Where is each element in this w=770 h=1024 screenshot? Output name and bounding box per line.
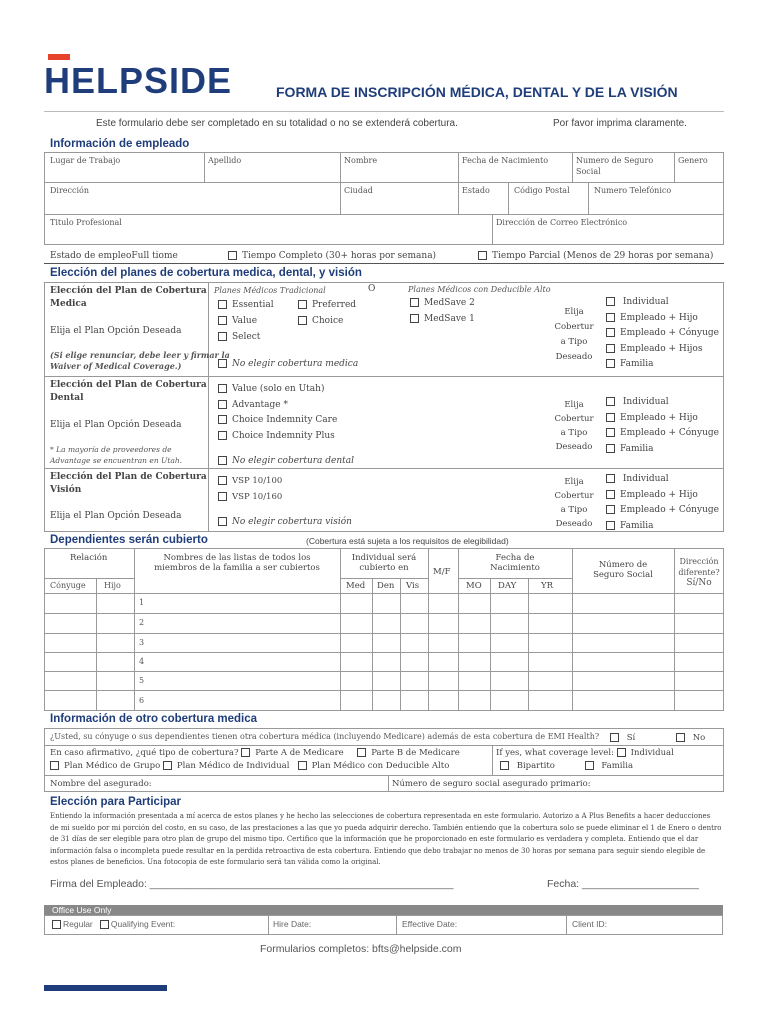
waive-note-2: Waiver of Medical Coverage.) (50, 361, 182, 371)
checkbox-icon (410, 314, 419, 323)
checkbox-icon (218, 431, 227, 440)
participate-text: Entiendo la información presentada a mí acerca de estos planes y he hecho las selecciones de cobertura representada en este formulario. Autorizo a A Plus Benefits a hacer deducciones de mi sueldo por mi porción del costo, en su caso, de las prestaciones a las que yo pueda adquirir derecho. También entiendo que la cobertura solo se puede eliminar el 1 de Enero o dentro de 31 días de ser elegible para otro plan de grupo del mismo tipo. Certifico que la información que he proporcionado en este formulario es verdadera y completa. Entiendo que el dar información falsa o incompleta puede resultar en la perdida retroactiva de esta cobertura. Entiendo que debo trabajar no menos de 30 horas por semana para seguir siendo elegible de estos planes de beneficios. Una fotocopia de este formulario será tan válida como la original. (50, 812, 722, 866)
waive-note: (Si elige renunciar, debe leer y firmar la (50, 350, 230, 360)
tier-option[interactable]: Individual (606, 395, 719, 411)
dental-note-2: Advantage se encuentran en Utah. (50, 456, 183, 465)
traditional-plans-label: Planes Médicos Tradicional (214, 286, 326, 295)
checkbox-icon[interactable] (357, 748, 366, 757)
tier-option[interactable]: Individual (606, 472, 719, 488)
dental-title-2: Dental (50, 393, 84, 403)
hdhp-label: Planes Médicos con Deducible Alto (408, 285, 551, 294)
plan-essential[interactable]: Essential (218, 300, 274, 310)
hire-date-label: Hire Date: (273, 919, 312, 929)
other-coverage-question: ¿Usted, su cónyuge o sus dependientes tienen otra cobertura médica (incluyendo Medicare) además de esta cobertura de EMI Health? (50, 732, 600, 741)
address-diff-header: Dirección diferente? Sí/No (678, 557, 720, 588)
full-time-option[interactable]: Tiempo Completo (30+ horas por semana) (228, 251, 436, 261)
dental-plan-option[interactable]: Choice Indemnity Care (218, 413, 337, 429)
part-time-option[interactable]: Tiempo Parcial (Menos de 29 horas por semana) (478, 251, 713, 261)
medical-choose: Elija el Plan Opción Deseada (50, 326, 182, 336)
plan-choice[interactable]: Choice (298, 316, 343, 326)
checkbox-icon (606, 397, 615, 406)
insured-name-label: Nombre del asegurado: (50, 779, 152, 789)
tier-option[interactable]: Empleado + Hijo (606, 311, 719, 327)
checkbox-icon[interactable] (163, 761, 172, 770)
checkbox-icon (218, 359, 227, 368)
checkbox-icon (676, 733, 685, 742)
checkbox-icon (218, 492, 227, 501)
checkbox-icon (606, 428, 615, 437)
dental-plan-option[interactable]: Choice Indemnity Plus (218, 429, 337, 445)
checkbox-icon (606, 313, 615, 322)
yes-option[interactable]: Sí (610, 733, 635, 743)
no-option[interactable]: No (676, 733, 705, 743)
checkbox-icon[interactable] (100, 920, 109, 929)
coverage-level-options: Bipartito Familia (500, 761, 633, 771)
employee-box (44, 152, 724, 245)
work-place-label: Lugar de Trabajo (50, 156, 121, 165)
plan-medsave-1[interactable]: MedSave 1 (410, 314, 475, 324)
checkbox-icon (606, 359, 615, 368)
office-use-bar (44, 905, 723, 915)
other-coverage-heading: Información de otro cobertura medica (50, 713, 258, 725)
dental-plan-option[interactable]: Value (solo en Utah) (218, 382, 337, 398)
checkbox-icon (218, 476, 227, 485)
spouse-header: Cónyuge (50, 581, 86, 590)
coverage-heading: Elección del planes de cobertura medica, dental, y visión (50, 267, 362, 279)
tier-option[interactable]: Empleado + Cónyuge (606, 426, 719, 442)
plan-preferred[interactable]: Preferred (298, 300, 356, 310)
den-header: Den (377, 581, 395, 591)
checkbox-icon[interactable] (500, 761, 509, 770)
checkbox-icon (606, 474, 615, 483)
dependents-heading: Dependientes serán cubierto (50, 534, 208, 546)
birth-date-label: Fecha de Nacimiento (462, 156, 549, 165)
checkbox-icon (218, 517, 227, 526)
checkbox-icon (606, 297, 615, 306)
phone-label: Numero Telefónico (594, 186, 672, 195)
signature-line[interactable]: Firma del Empleado: ____________________________________________________ (50, 878, 454, 890)
medical-title: Elección del Plan de Cobertura (50, 286, 207, 296)
checkbox-icon[interactable] (617, 748, 626, 757)
vision-choose: Elija el Plan Opción Deseada (50, 511, 182, 521)
checkbox-icon (606, 413, 615, 422)
vis-header: Vis (406, 581, 420, 591)
med-header: Med (346, 581, 366, 591)
checkbox-icon (218, 316, 227, 325)
row-number: 4 (139, 657, 145, 666)
tier-option[interactable]: Empleado + Cónyuge (606, 503, 719, 519)
logo: HELPSIDE (44, 60, 232, 102)
dob-header: Fecha de Nacimiento (490, 553, 540, 573)
effective-date-label: Effective Date: (402, 919, 458, 929)
tier-option[interactable]: Familia (606, 442, 719, 458)
checkbox-icon (298, 300, 307, 309)
tier-option[interactable]: Familia (606, 519, 719, 535)
checkbox-icon (606, 505, 615, 514)
checkbox-icon (606, 344, 615, 353)
mf-header: M/F (433, 567, 451, 577)
medical-title-2: Medica (50, 299, 87, 309)
subtitle-right: Por favor imprima claramente. (553, 118, 687, 129)
date-line[interactable]: Fecha: ____________________ (547, 878, 699, 890)
checkbox-icon (606, 328, 615, 337)
checkbox-icon[interactable] (50, 761, 59, 770)
email-label: Dirección de Correo Electrónico (496, 218, 628, 227)
coverage-level-question: If yes, what coverage level: Individual (496, 748, 674, 758)
employee-heading: Información de empleado (50, 138, 190, 150)
plan-value[interactable]: Value (218, 316, 257, 326)
medical-coverage-type: Elija Cobertur a Tipo Deseado (554, 307, 594, 362)
employment-status-label: Estado de empleoFull tiome (50, 251, 178, 261)
insured-ssn-label: Número de seguro social asegurado primario: (392, 779, 591, 789)
checkbox-icon (218, 300, 227, 309)
coverage-type-question: En caso afirmativo, ¿qué tipo de cobertura? Parte A de Medicare Parte B de Medicare (50, 748, 460, 758)
tier-option[interactable]: Individual (606, 295, 719, 311)
checkbox-icon (606, 444, 615, 453)
plan-select[interactable]: Select (218, 332, 260, 342)
checkbox-icon (218, 456, 227, 465)
dental-plan-option[interactable]: Advantage * (218, 398, 337, 414)
row-number: 5 (139, 676, 145, 685)
state-label: Estado (462, 186, 490, 195)
row-number: 2 (139, 618, 145, 627)
names-header: Nombres de las listas de todos los miembros de la familia a ser cubiertos (154, 553, 320, 573)
vision-plan-option[interactable]: VSP 10/160 (218, 490, 282, 506)
vision-title-2: Visión (50, 485, 82, 495)
dental-coverage-type: Elija Cobertur a Tipo Deseado (554, 400, 594, 452)
tier-option[interactable]: Familia (606, 357, 719, 373)
office-regular: Regular Qualifying Event: (52, 919, 175, 929)
checkbox-icon[interactable] (241, 748, 250, 757)
first-name-label: Nombre (344, 156, 378, 165)
or-label: O (368, 284, 376, 294)
checkbox-icon (218, 415, 227, 424)
checkbox-icon (218, 332, 227, 341)
checkbox-icon (478, 251, 487, 260)
row-number: 1 (139, 598, 145, 607)
dental-tiers (606, 395, 719, 457)
checkbox-icon (218, 400, 227, 409)
participate-heading: Elección para Participar (50, 796, 182, 808)
dental-note: * La mayoría de proveedores de (50, 445, 172, 454)
dental-choose: Elija el Plan Opción Deseada (50, 420, 182, 430)
dental-title: Elección del Plan de Cobertura (50, 380, 207, 390)
checkbox-icon (606, 521, 615, 530)
medical-tiers (606, 295, 719, 373)
checkbox-icon (606, 490, 615, 499)
ssn-label: Numero de Seguro (576, 156, 654, 165)
no-medical-option[interactable]: No elegir cobertura medica (218, 359, 358, 369)
day-header: DAY (498, 581, 517, 591)
relation-header: Relación (70, 553, 108, 563)
dependents-note: (Cobertura está sujeta a los requisitos de elegibilidad) (306, 536, 509, 546)
checkbox-icon[interactable] (52, 920, 61, 929)
ssn-label-2: Social (576, 167, 601, 176)
job-title-label: Titulo Profesional (50, 218, 122, 227)
city-label: Ciudad (344, 186, 373, 195)
tier-option[interactable]: Empleado + Cónyuge (606, 326, 719, 342)
row-number: 3 (139, 638, 145, 647)
vision-title: Elección del Plan de Cobertura (50, 472, 207, 482)
vision-tiers (606, 472, 719, 534)
checkbox-icon (410, 298, 419, 307)
form-title: FORMA DE INSCRIPCIÓN MÉDICA, DENTAL Y DE LA VISIÓN (276, 84, 678, 100)
footer-bar (44, 985, 167, 991)
address-label: Dirección (50, 186, 90, 195)
child-header: Hijo (104, 581, 121, 590)
row-number: 6 (139, 696, 145, 705)
gender-label: Genero (678, 156, 708, 165)
checkbox-icon[interactable] (585, 761, 594, 770)
vision-plan-option[interactable]: VSP 10/100 (218, 474, 282, 490)
checkbox-icon[interactable] (298, 761, 307, 770)
tier-option[interactable]: Empleado + Hijos (606, 342, 719, 358)
covered-header: Individual será cubierto en (351, 553, 417, 573)
vision-plans (218, 474, 282, 505)
vision-coverage-type: Elija Cobertur a Tipo Deseado (554, 477, 594, 529)
checkbox-icon (228, 251, 237, 260)
mo-header: MO (466, 581, 482, 591)
coverage-type-options: Plan Médico de Grupo Plan Médico de Individual Plan Médico con Deducible Alto (50, 761, 449, 771)
office-use-label: Office Use Only (52, 905, 112, 915)
checkbox-icon (218, 384, 227, 393)
zip-label: Código Postal (514, 186, 570, 195)
ssn-header: Número de Seguro Social (593, 560, 653, 580)
last-name-label: Apellido (208, 156, 242, 165)
subtitle-left: Este formulario debe ser completado en su totalidad o no se extenderá cobertura. (96, 118, 458, 129)
checkbox-icon (298, 316, 307, 325)
footer-email: Formularios completos: bfts@helpside.com (260, 943, 462, 955)
tier-option[interactable]: Empleado + Hijo (606, 488, 719, 504)
checkbox-icon (610, 733, 619, 742)
no-vision-option[interactable]: No elegir cobertura visión (218, 517, 352, 527)
yr-header: YR (541, 581, 554, 591)
client-id-label: Client ID: (572, 919, 607, 929)
no-dental-option[interactable]: No elegir cobertura dental (218, 456, 354, 466)
tier-option[interactable]: Empleado + Hijo (606, 411, 719, 427)
plan-medsave-2[interactable]: MedSave 2 (410, 298, 475, 308)
divider (44, 111, 724, 112)
dental-plans (218, 382, 337, 444)
